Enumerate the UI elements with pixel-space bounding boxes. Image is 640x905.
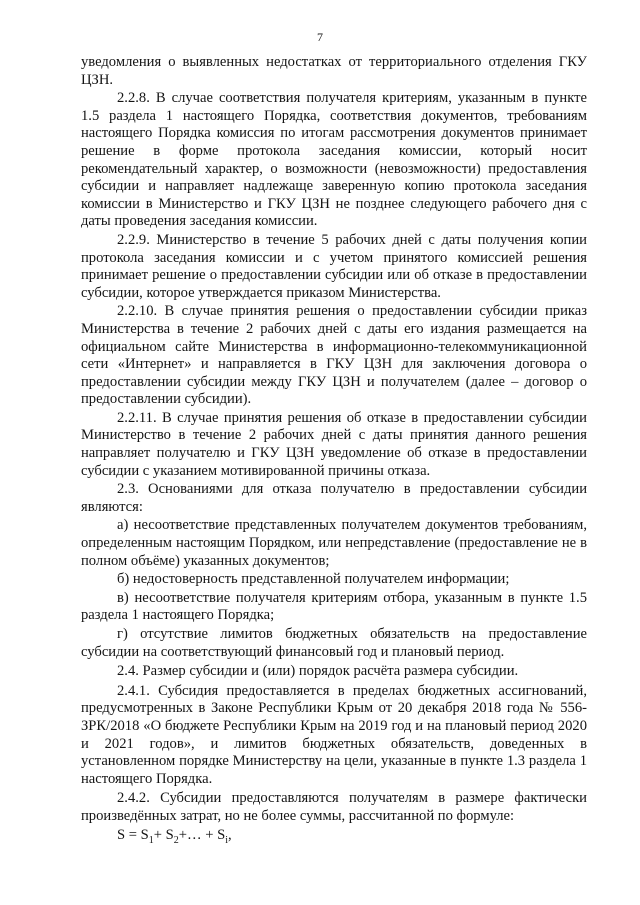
subsidy-formula: $S = S_1+$ $S_2+\dots + S_i$, — [117, 826, 232, 846]
list-item-a: а) несоответствие представленных получателем документов требованиям, определенным настоящим Порядком, или непредставление (предоставление не в полном объёме) указанных документов; — [81, 517, 587, 569]
page-number: 7 — [317, 30, 323, 44]
paragraph-2-4: 2.4. Размер субсидии и (или) порядок расчёта размера субсидии. — [117, 663, 519, 680]
paragraph-2-4-1: 2.4.1. Субсидия предоставляется в пределах бюджетных ассигнований, предусмотренных в Законе Республики Крым от 20 декабря 2018 года № 556-ЗРК/2018 «О бюджете Республики Крым на 2019 год и на плановый период 2020 и 2021 годов», и лимитов бюджетных обязательств, доведенных в установленном порядке Министерству на цели, указанные в пункте 1.3 раздела 1 настоящего Порядка. — [81, 682, 587, 787]
paragraph-2-2-11: 2.2.11. В случае принятия решения об отказе в предоставлении субсидии Министерство в течение 2 рабочих дней с даты принятия данного решения направляет получателю и ГКУ ЦЗН уведомление об отказе в предоставлении субсидии с указанием мотивированной причины отказа. — [81, 409, 587, 479]
paragraph-2-2-10: 2.2.10. В случае принятия решения о предоставлении субсидии приказ Министерства в течение 2 рабочих дней с даты его издания размещается на официальном сайте Министерства в информационно-телекоммуникационной сети «Интернет» и направляется в ГКУ ЦЗН для заключения договора о предоставлении субсидии между ГКУ ЦЗН и получателем (далее – договор о предоставлении субсидии). — [81, 303, 587, 408]
paragraph-2-3: 2.3. Основаниями для отказа получателю в предоставлении субсидии являются: — [81, 481, 587, 515]
paragraph-2-2-8: 2.2.8. В случае соответствия получателя критериям, указанным в пункте 1.5 раздела 1 настоящего Порядка, соответствия документов, требованиям настоящего Порядка комиссия по итогам рассмотрения документов принимает решение в форме протокола заседания комиссии, который носит рекомендательный характер, о возможности (невозможности) предоставления субсидии и направляет надлежаще заверенную копию протокола заседания комиссии в Министерство и ГКУ ЦЗН не позднее следующего рабочего дня с даты проведения заседания комиссии. — [81, 90, 587, 230]
document-body — [81, 54, 587, 849]
paragraph-continuation: уведомления о выявленных недостатках от территориального отделения ГКУ ЦЗН. — [81, 54, 587, 88]
list-item-b: б) недостоверность представленной получателем информации; — [117, 571, 510, 588]
paragraph-2-4-2: 2.4.2. Субсидии предоставляются получателям в размере фактически произведённых затрат, но не более суммы, рассчитанной по формуле: — [81, 790, 587, 824]
list-item-v: в) несоответствие получателя критериям отбора, указанным в пункте 1.5 раздела 1 настоящего Порядка; — [81, 589, 587, 624]
paragraph-2-2-9: 2.2.9. Министерство в течение 5 рабочих дней с даты получения копии протокола заседания комиссии и с учетом принятого комиссией решения принимает решение о предоставлении субсидии или об отказе в предоставлении субсидии, которое утверждается приказом Министерства. — [81, 231, 587, 301]
list-item-g: г) отсутствие лимитов бюджетных обязательств на предоставление субсидии на соответствующий финансовый год и плановый период. — [81, 626, 587, 660]
